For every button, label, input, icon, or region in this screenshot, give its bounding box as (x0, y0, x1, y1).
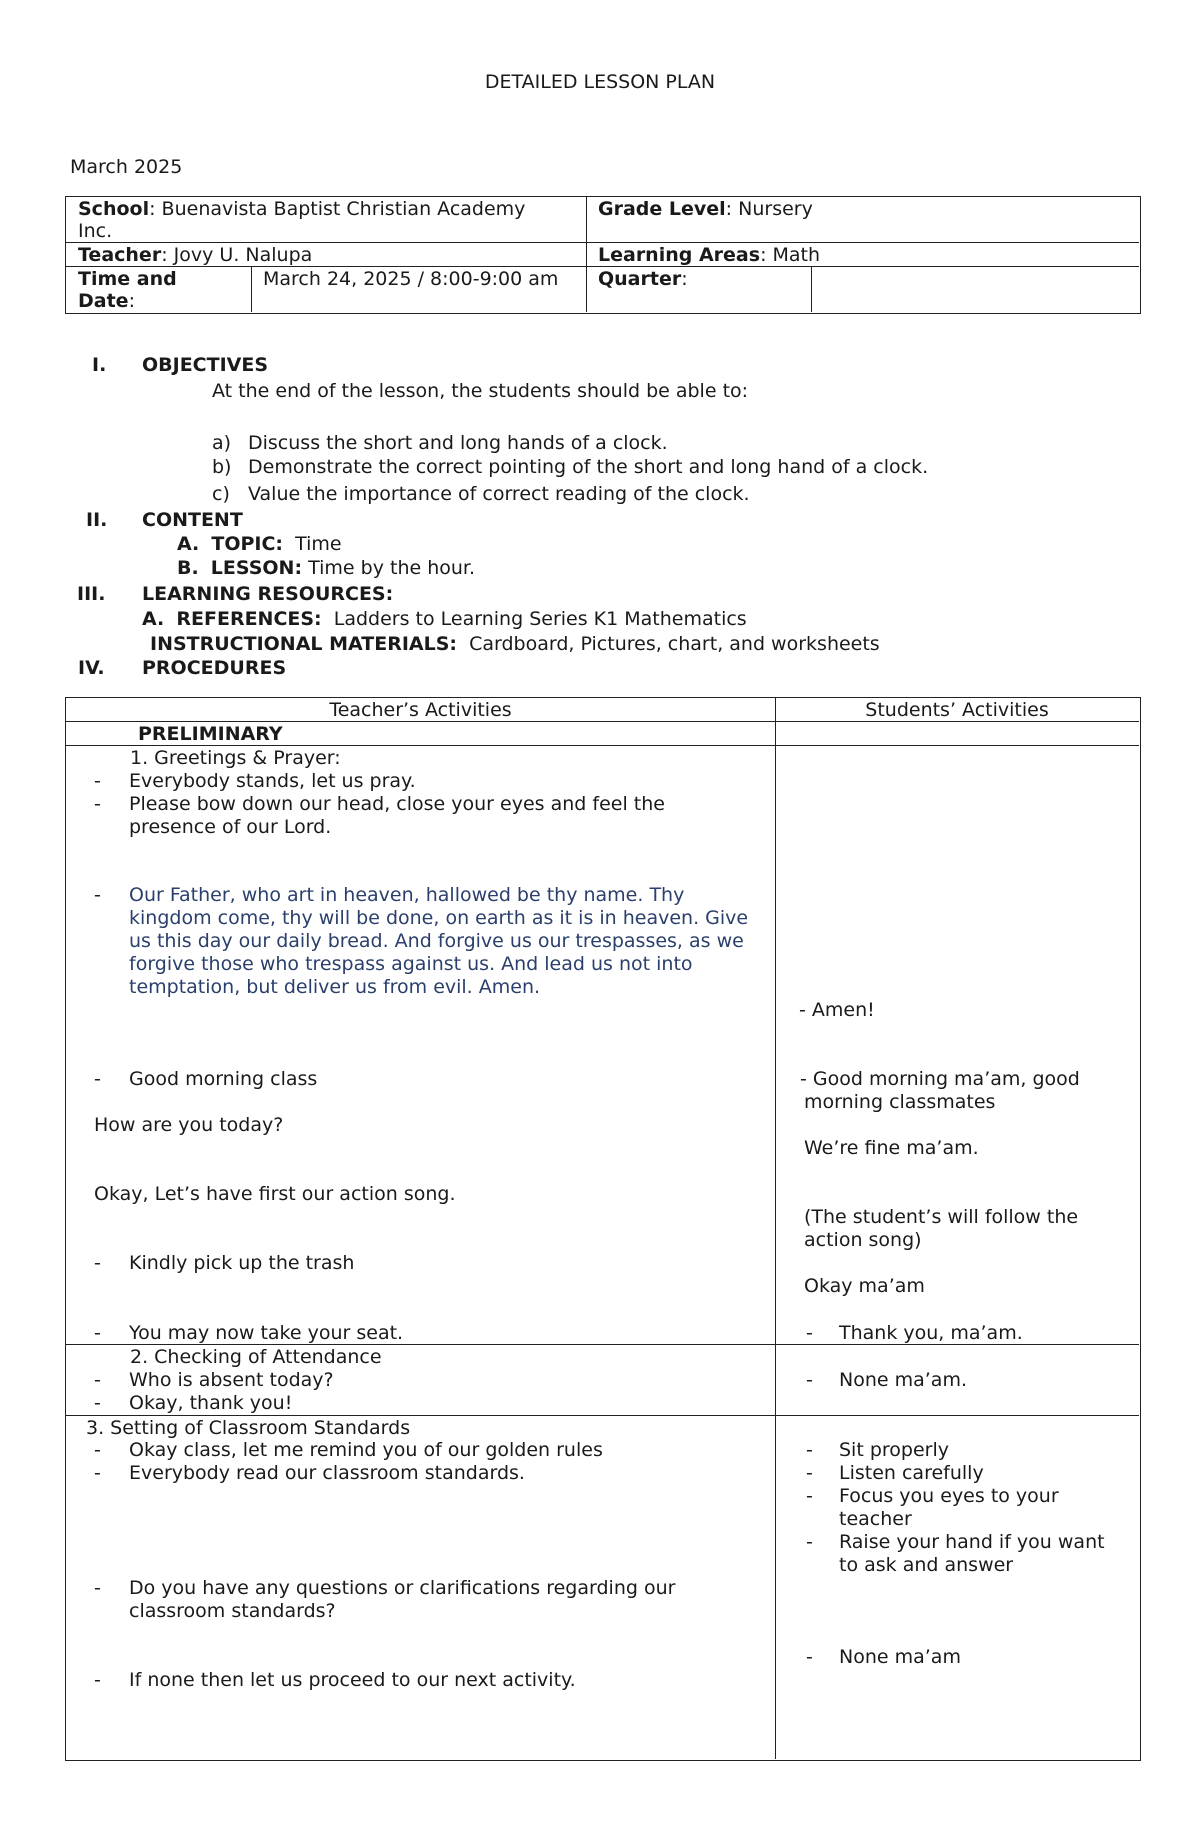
student-response: Sit properly (839, 1439, 949, 1461)
teacher-line: Please bow down our head, close your eyes and feel the (129, 793, 665, 815)
section-2-title: CONTENT (142, 509, 243, 531)
bullet-dash: - (94, 1462, 101, 1484)
teacher-line: Okay, Let’s have first our action song. (94, 1183, 456, 1205)
student-response: - Amen! (799, 999, 875, 1021)
time-date-label: Time and (78, 268, 177, 290)
page-title: DETAILED LESSON PLAN (484, 71, 716, 93)
prayer-text: temptation, but deliver us from evil. Amen. (129, 976, 541, 998)
date-line: March 2025 (70, 156, 183, 178)
quarter-label: Quarter: (598, 268, 688, 290)
bullet-dash: - (806, 1322, 813, 1344)
prayer-text: Our Father, who art in heaven, hallowed be thy name. Thy (129, 884, 685, 906)
teacher-line: Do you have any questions or clarifications regarding our (129, 1577, 676, 1599)
student-response: Thank you, ma’am. (839, 1322, 1023, 1344)
bullet-dash: - (94, 1322, 101, 1344)
teacher-line: Kindly pick up the trash (129, 1252, 355, 1274)
topic-line: A. TOPIC: Time (177, 533, 342, 555)
bullet-dash: - (94, 1068, 101, 1090)
student-activities-header: Students’ Activities (865, 699, 1049, 721)
section-1-number: I. (92, 354, 107, 376)
section-1-title: OBJECTIVES (142, 354, 269, 376)
student-response: Focus you eyes to your (839, 1485, 1059, 1507)
teacher-line: Who is absent today? (129, 1369, 334, 1391)
grade-level-field: Grade Level: Nursery (598, 198, 813, 220)
bullet-dash: - (94, 1577, 101, 1599)
standards-heading: 3. Setting of Classroom Standards (86, 1417, 411, 1439)
bullet-dash: - (806, 1646, 813, 1668)
student-response: (The student’s will follow the (804, 1206, 1079, 1228)
teacher-line: Okay class, let me remind you of our golden rules (129, 1439, 603, 1461)
school-field-cont: Inc. (78, 220, 113, 242)
bullet-dash: - (806, 1369, 813, 1391)
student-response: We’re fine ma’am. (804, 1137, 979, 1159)
objectives-intro: At the end of the lesson, the students should be able to: (212, 380, 749, 402)
student-response: None ma’am (839, 1646, 961, 1668)
student-response: morning classmates (804, 1091, 996, 1113)
teacher-line: Good morning class (129, 1068, 318, 1090)
bullet-dash: - (94, 1439, 101, 1461)
bullet-dash: - (94, 1392, 101, 1414)
student-response: Listen carefully (839, 1462, 984, 1484)
preliminary-heading: PRELIMINARY (138, 723, 283, 745)
time-date-label-cont: Date: (78, 290, 135, 312)
teacher-line: If none then let us proceed to our next activity. (129, 1669, 576, 1691)
attendance-heading: 2. Checking of Attendance (130, 1346, 382, 1368)
bullet-dash: - (94, 884, 101, 906)
learning-areas-field: Learning Areas: Math (598, 244, 821, 266)
prayer-text: us this day our daily bread. And forgive us our trespasses, as we (129, 930, 744, 952)
info-table (65, 196, 1141, 314)
bullet-dash: - (806, 1439, 813, 1461)
objective-b-marker: b) (212, 456, 232, 478)
school-field: School: Buenavista Baptist Christian Academy (78, 198, 526, 220)
student-response: teacher (839, 1508, 912, 1530)
student-response: to ask and answer (839, 1554, 1014, 1576)
references-line: A. REFERENCES: Ladders to Learning Series K1 Mathematics (142, 608, 747, 630)
teacher-line: You may now take your seat. (129, 1322, 404, 1344)
prayer-text: forgive those who trespass against us. And lead us not into (129, 953, 693, 975)
greetings-heading: 1. Greetings & Prayer: (130, 747, 341, 769)
bullet-dash: - (806, 1462, 813, 1484)
bullet-dash: - (94, 1669, 101, 1691)
student-response: - Good morning ma’am, good (800, 1068, 1080, 1090)
objective-c: Value the importance of correct reading of the clock. (248, 483, 750, 505)
teacher-line: How are you today? (94, 1114, 284, 1136)
student-response: Raise your hand if you want (839, 1531, 1105, 1553)
student-response: None ma’am. (839, 1369, 967, 1391)
bullet-dash: - (94, 1369, 101, 1391)
section-3-title: LEARNING RESOURCES: (142, 583, 394, 605)
teacher-line: Okay, thank you! (129, 1392, 293, 1414)
bullet-dash: - (94, 1252, 101, 1274)
objective-a-marker: a) (212, 432, 232, 454)
lesson-line: B. LESSON: Time by the hour. (177, 557, 476, 579)
student-response: Okay ma’am (804, 1275, 925, 1297)
time-date-value: March 24, 2025 / 8:00-9:00 am (263, 268, 559, 290)
section-4-number: IV. (78, 657, 105, 679)
procedures-table (65, 697, 1141, 1761)
teacher-activities-header: Teacher’s Activities (329, 699, 512, 721)
objective-c-marker: c) (212, 483, 230, 505)
materials-line: INSTRUCTIONAL MATERIALS: Cardboard, Pictures, chart, and worksheets (150, 633, 880, 655)
teacher-line: Everybody read our classroom standards. (129, 1462, 525, 1484)
section-4-title: PROCEDURES (142, 657, 287, 679)
section-2-number: II. (86, 509, 108, 531)
bullet-dash: - (94, 793, 101, 815)
objective-b: Demonstrate the correct pointing of the short and long hand of a clock. (248, 456, 929, 478)
objective-a: Discuss the short and long hands of a clock. (248, 432, 668, 454)
teacher-line: Everybody stands, let us pray. (129, 770, 416, 792)
bullet-dash: - (94, 770, 101, 792)
student-response: action song) (804, 1229, 922, 1251)
teacher-line: presence of our Lord. (129, 816, 332, 838)
teacher-line: classroom standards? (129, 1600, 336, 1622)
bullet-dash: - (806, 1485, 813, 1507)
section-3-number: III. (77, 583, 106, 605)
teacher-field: Teacher: Jovy U. Nalupa (78, 244, 313, 266)
prayer-text: kingdom come, thy will be done, on earth as it is in heaven. Give (129, 907, 749, 929)
bullet-dash: - (806, 1531, 813, 1553)
